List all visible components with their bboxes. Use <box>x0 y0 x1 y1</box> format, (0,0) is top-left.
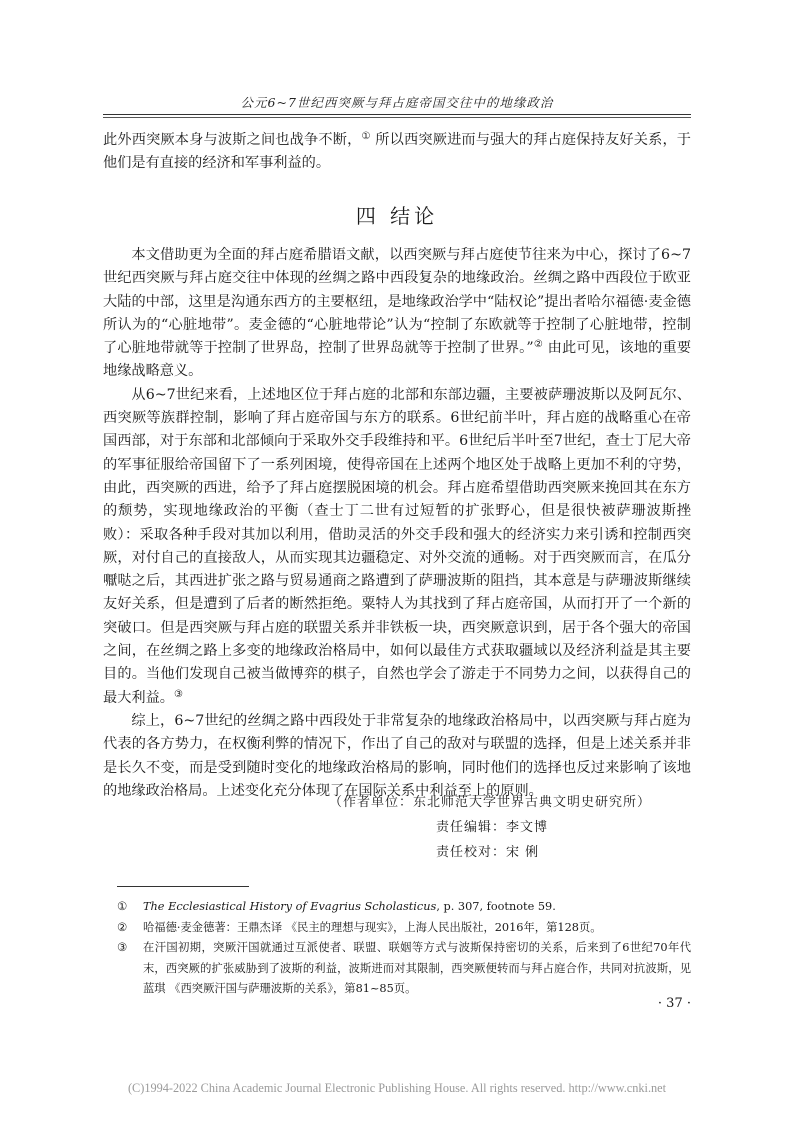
paragraph-text: 此外西突厥本身与波斯之间也战争不断， <box>103 132 362 148</box>
paragraph-3: 综上，6~7世纪的丝绸之路中西段处于非常复杂的地缘政治格局中，以西突厥与拜占庭为代表的各方势力，在权衡利弊的情况下，作出了自己的敌对与联盟的选择，但是上述关系并非是长久不变，而是受到随时变化的地缘政治格局的影响，同时他们的选择也反过来影响了该地的地缘政治格局。上述变化充分体现了在国际关系中利益至上的原则。 <box>103 712 691 799</box>
footnote-1 <box>117 897 691 918</box>
footnote-mark: ② <box>117 920 128 934</box>
attribution-block <box>103 790 691 865</box>
paragraph-1 <box>103 244 691 384</box>
footnote-mark: ① <box>117 900 128 913</box>
header-rule-thin <box>103 117 691 118</box>
footnote-ref[interactable]: ③ <box>173 688 183 700</box>
footnote-2 <box>117 918 691 939</box>
author-unit: （作者单位：东北师范大学世界古典文明史研究所） <box>329 795 652 810</box>
footnotes <box>117 897 691 1000</box>
footnote-text: , p. 307, footnote 59. <box>436 900 556 913</box>
paragraph-text: 从6~7世纪来看，上述地区位于拜占庭的北部和东部边疆，主要被萨珊波斯以及阿瓦尔、西突厥等族群控制，影响了拜占庭帝国与东方的联系。6世纪前半叶，拜占庭的战略重心在帝国西部，对于东部和北部倾向于采取外交手段维持和平。6世纪后半叶至7世纪，查士丁尼大帝的军事征服给帝国留下了一系列困境，使得帝国在上述两个地区处于战略上更加不利的守势，由此，西突厥的西进，给予了拜占庭摆脱困境的机会。拜占庭希望借助西突厥来挽回其在东方的颓势，实现地缘政治的平衡（查士丁二世有过短暂的扩张野心，但是很快被萨珊波斯挫败）：采取各种手段对其加以利用，借助灵活的外交手段和强大的经济实力来引诱和控制西突厥，对付自己的直接敌人，从而实现其边疆稳定、对外交流的通畅。对于西突厥而言，在瓜分嚈哒之后，其西进扩张之路与贸易通商之路遭到了萨珊波斯的阻挡，其本意是与萨珊波斯继续友好关系，但是遭到了后者的断然拒绝。粟特人为其找到了拜占庭帝国，从而打开了一个新的突破口。但是西突厥与拜占庭的联盟关系并非铁板一块，西突厥意识到，居于各个强大的帝国之间，在丝绸之路上多变的地缘政治格局中，如何以最佳方式获取疆域以及经济利益是其主要目的。当他们发现自己被当做博弈的棋子，自然也学会了游走于不同势力之间，以获得自己的最大利益。 <box>103 386 691 706</box>
paragraph <box>103 129 691 176</box>
continuation-paragraph <box>103 129 691 176</box>
footnote-ref[interactable]: ② <box>533 339 543 351</box>
responsible-editor: 责任编辑：李文博 <box>436 820 549 835</box>
main-text <box>103 244 691 803</box>
paragraph-text: 由此可见，该地的重要地缘战略意义。 <box>103 340 692 380</box>
section-title: 四 结论 <box>355 204 439 228</box>
running-header: 公元6~7世纪西突厥与拜占庭帝国交往中的地缘政治 <box>240 95 554 110</box>
footnote-ref[interactable]: ① <box>361 131 371 142</box>
responsible-proofreader: 责任校对：宋 俐 <box>436 845 540 860</box>
footnote-3 <box>117 938 691 1000</box>
paragraph-text: 本文借助更为全面的拜占庭希腊语文献，以西突厥与拜占庭使节往来为中心，探讨了6~7世纪西突厥与拜占庭交往中体现的丝绸之路中西段复杂的地缘政治。丝绸之路中西段位于欧亚大陆的中部，这里是沟通东西方的主要枢纽，是地缘政治学中“陆权论”提出者哈尔福德·麦金德所认为的“心脏地带”。麦金德的“心脏地带论”认为“控制了东欧就等于控制了心脏地带，控制了心脏地带就等于控制了世界岛，控制了世界岛就等于控制了世界。” <box>103 247 691 357</box>
paragraph-text: 所以西突厥进而与强大的拜占庭保持友好关系，于他们是有直接的经济和军事利益的。 <box>103 132 691 172</box>
footnote-book-title: The Ecclesiastical History of Evagrius Scholasticus <box>143 900 437 913</box>
footnote-rule <box>117 886 249 887</box>
footnote-mark: ③ <box>117 941 128 954</box>
page-number: · 37 · <box>657 996 691 1011</box>
paragraph-2 <box>103 384 691 710</box>
copyright-footer: (C)1994-2022 China Academic Journal Electronic Publishing House. All rights reserved. http://www.cnki.net <box>127 1081 667 1095</box>
header-rule <box>103 114 691 115</box>
footnote-text: 在汗国初期，突厥汗国就通过互派使者、联盟、联姻等方式与波斯保持密切的关系，后来到了6世纪70年代末，西突厥的扩张威胁到了波斯的利益，波斯进而对其限制，西突厥便转而与拜占庭合作，共同对抗波斯，见蓝琪 《西突厥汗国与萨珊波斯的关系》，第81~85页。 <box>143 941 691 995</box>
footnote-text: 哈福德·麦金德著：王鼎杰译 《民主的理想与现实》，上海人民出版社，2016年，第128页。 <box>143 920 602 934</box>
